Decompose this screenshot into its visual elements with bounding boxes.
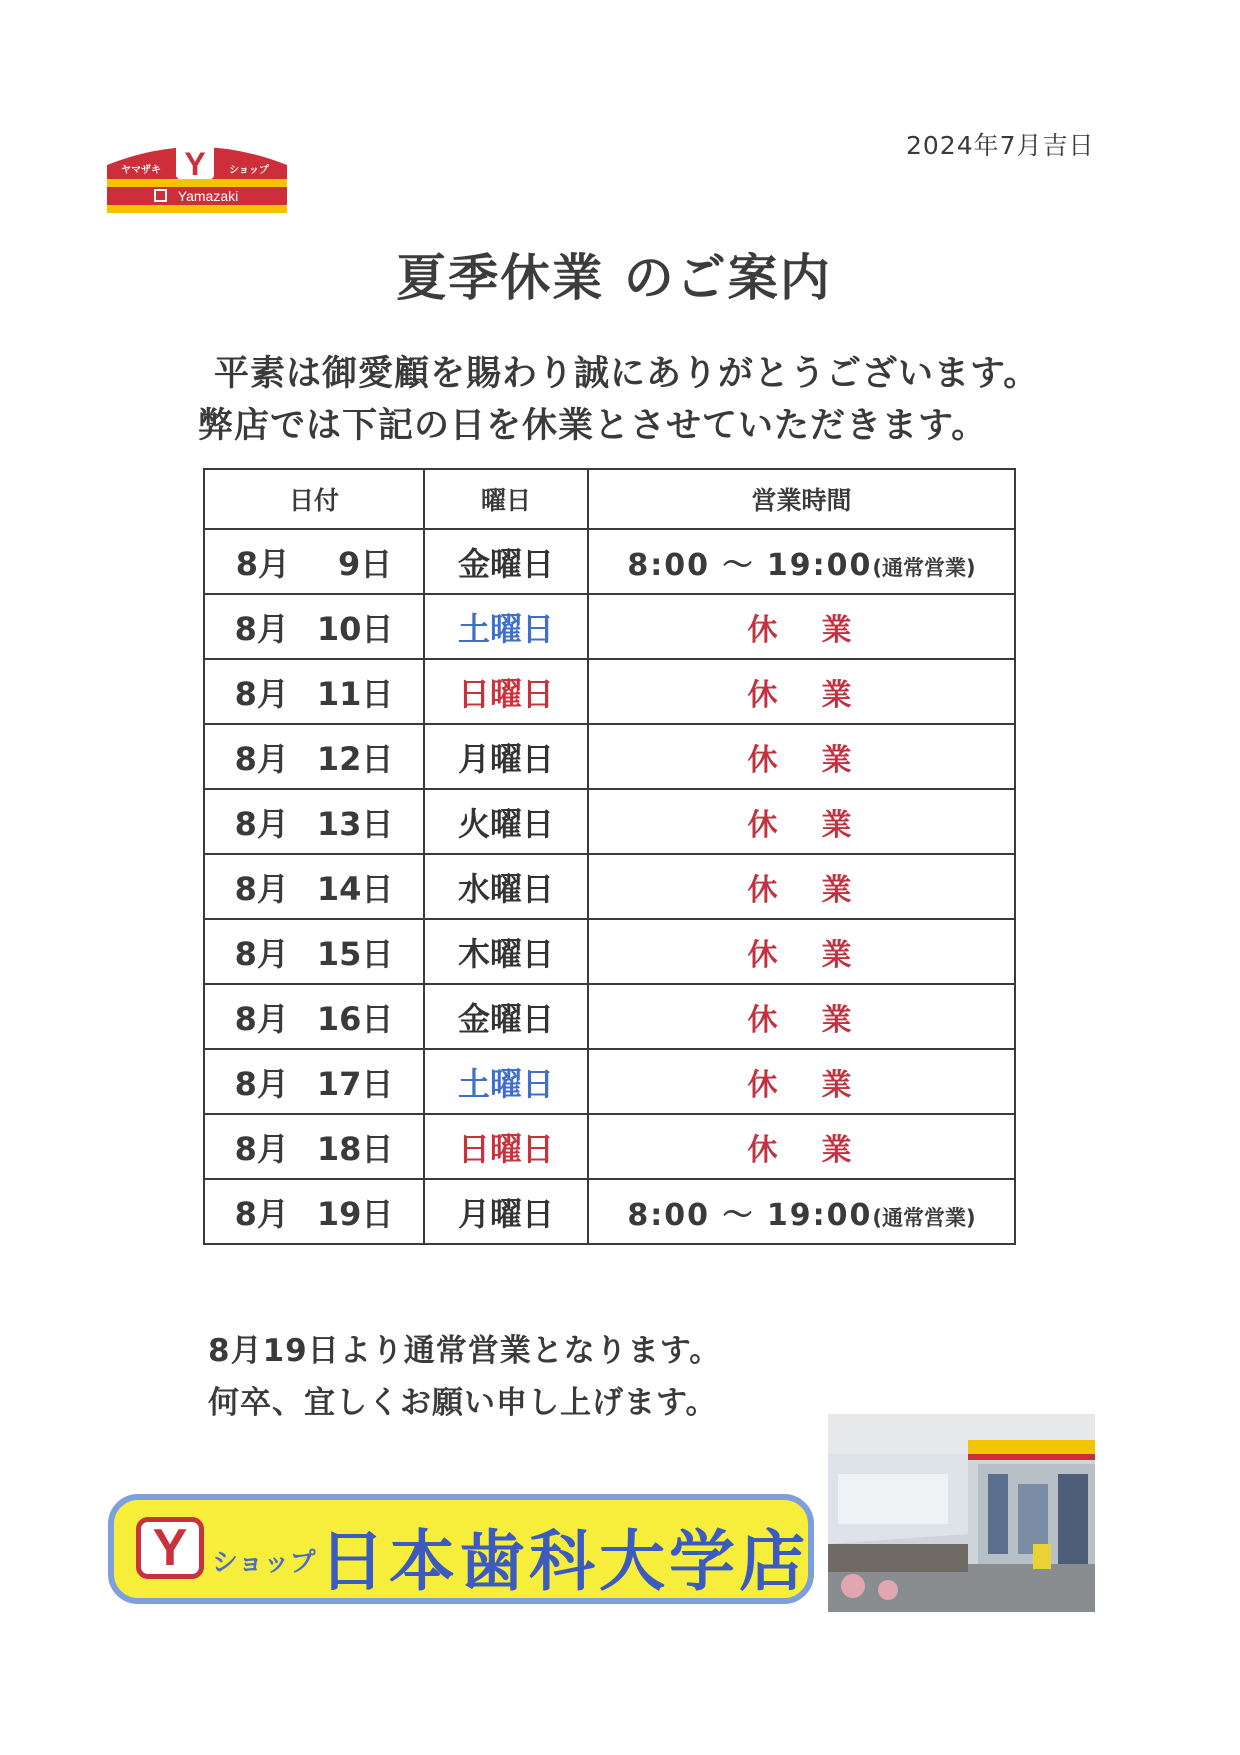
logo-letter: Y — [184, 146, 206, 182]
table-row — [204, 659, 1015, 724]
table-header-row — [204, 469, 1015, 529]
weekday-cell: 月曜日 — [424, 724, 588, 789]
date-day: 18日 — [316, 1129, 394, 1168]
table-row — [204, 984, 1015, 1049]
date-day: 9日 — [338, 544, 393, 583]
date-day: 17日 — [316, 1064, 394, 1103]
table-row — [204, 854, 1015, 919]
weekday-cell: 火曜日 — [424, 789, 588, 854]
closing-line-1: 8月19日より通常営業となります。 — [208, 1333, 722, 1369]
date-day: 11日 — [316, 674, 394, 713]
banner-store-name: 日本歯科大学店 — [319, 1523, 809, 1600]
table-body — [204, 529, 1015, 1244]
date-month: 8月 — [234, 739, 289, 778]
weekday-cell: 日曜日 — [424, 659, 588, 724]
table-row — [204, 594, 1015, 659]
greeting-line-1: 平素は御愛顧を賜わり誠にありがとうございます。 — [214, 354, 1040, 394]
table-row — [204, 1049, 1015, 1114]
banner-y-logo — [136, 1517, 204, 1579]
date-month: 8月 — [234, 869, 289, 908]
date-month: 8月 — [234, 674, 289, 713]
weekday-cell: 月曜日 — [424, 1179, 588, 1244]
hours-time: 8:00 ～ 19:00 — [627, 1197, 873, 1233]
date-day: 14日 — [316, 869, 394, 908]
closed-cell: 休業 — [588, 1049, 1015, 1114]
closed-cell: 休業 — [588, 724, 1015, 789]
table-row — [204, 724, 1015, 789]
yamazaki-shop-logo — [105, 135, 289, 217]
closed-cell: 休業 — [588, 854, 1015, 919]
date-day: 15日 — [316, 934, 394, 973]
date-day: 10日 — [316, 609, 394, 648]
page-title — [0, 238, 1240, 310]
date-day: 13日 — [316, 804, 394, 843]
date-month: 8月 — [234, 1129, 289, 1168]
page-title-text: 夏季休業 のご案内 — [396, 249, 832, 307]
banner-letter: Y — [152, 1519, 188, 1577]
table-row — [204, 1179, 1015, 1244]
table-row — [204, 789, 1015, 854]
date-day: 12日 — [316, 739, 394, 778]
closed-cell: 休業 — [588, 984, 1015, 1049]
date-month: 8月 — [234, 934, 289, 973]
header-weekday: 曜日 — [424, 469, 588, 529]
closed-cell: 休業 — [588, 659, 1015, 724]
banner-shop-label: ショップ — [212, 1548, 316, 1578]
closed-cell: 休業 — [588, 919, 1015, 984]
date-month: 8月 — [235, 544, 290, 583]
table-row — [204, 919, 1015, 984]
hours-note: (通常営業) — [872, 1205, 976, 1230]
closure-schedule-table — [203, 468, 1016, 1245]
header-date: 日付 — [204, 469, 424, 529]
date-day: 16日 — [316, 999, 394, 1038]
date-cell — [204, 919, 424, 984]
date-cell — [204, 659, 424, 724]
closed-cell: 休業 — [588, 789, 1015, 854]
date-cell — [204, 1049, 424, 1114]
closed-cell: 休業 — [588, 1114, 1015, 1179]
weekday-cell: 水曜日 — [424, 854, 588, 919]
date-month: 8月 — [234, 609, 289, 648]
date-cell — [204, 789, 424, 854]
hours-note: (通常営業) — [872, 555, 976, 580]
logo-katakana-left: ヤマザキ — [121, 165, 161, 176]
weekday-cell: 土曜日 — [424, 594, 588, 659]
closed-cell: 休業 — [588, 594, 1015, 659]
logo-katakana-right: ショップ — [229, 165, 269, 176]
header-hours: 営業時間 — [588, 469, 1015, 529]
date-cell — [204, 724, 424, 789]
date-month: 8月 — [234, 1064, 289, 1103]
weekday-cell: 土曜日 — [424, 1049, 588, 1114]
weekday-cell: 木曜日 — [424, 919, 588, 984]
hours-cell — [588, 529, 1015, 594]
date-cell — [204, 1179, 424, 1244]
date-month: 8月 — [234, 999, 289, 1038]
logo-brand: Yamazaki — [177, 188, 239, 204]
table-row — [204, 529, 1015, 594]
date-cell — [204, 984, 424, 1049]
date-cell — [204, 1114, 424, 1179]
weekday-cell: 金曜日 — [424, 529, 588, 594]
date-cell — [204, 529, 424, 594]
weekday-cell: 金曜日 — [424, 984, 588, 1049]
hours-time: 8:00 ～ 19:00 — [627, 547, 873, 583]
date-day: 19日 — [316, 1194, 394, 1233]
greeting-line-2: 弊店では下記の日を休業とさせていただきます。 — [198, 406, 988, 446]
date-cell — [204, 594, 424, 659]
store-photo — [828, 1414, 1095, 1612]
date-month: 8月 — [234, 1194, 289, 1233]
store-banner — [108, 1494, 814, 1604]
weekday-cell: 日曜日 — [424, 1114, 588, 1179]
date-month: 8月 — [234, 804, 289, 843]
closing-line-2: 何卒、宜しくお願い申し上げます。 — [208, 1385, 718, 1421]
date-cell — [204, 854, 424, 919]
issue-date: 2024年7月吉日 — [906, 131, 1095, 160]
hours-cell — [588, 1179, 1015, 1244]
table-row — [204, 1114, 1015, 1179]
